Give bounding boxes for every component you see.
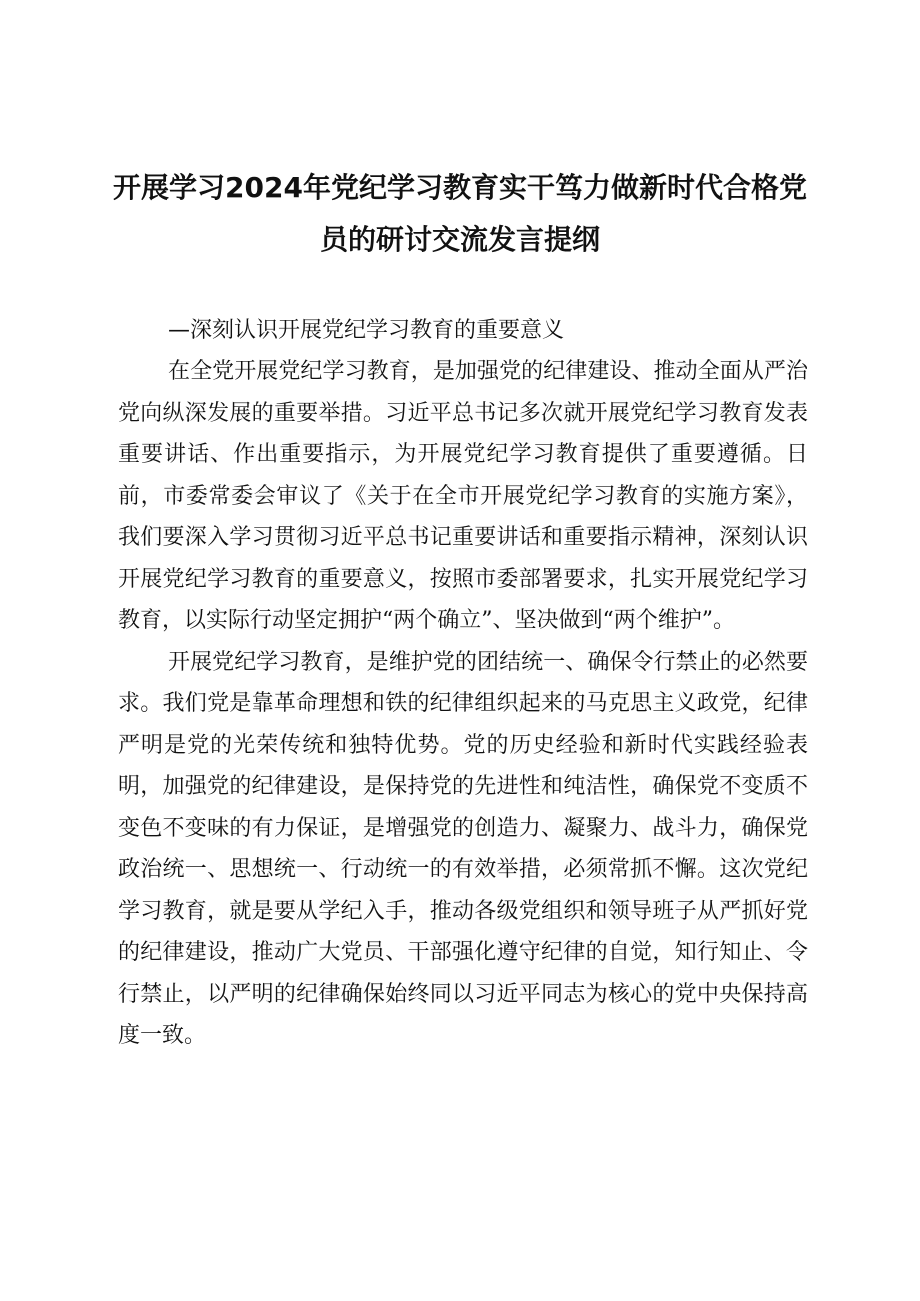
section-heading: —深刻认识开展党纪学习教育的重要意义: [168, 318, 565, 343]
document-title: 开展学习2024年党纪学习教育实干笃力做新时代合格党员的研讨交流发言提纲: [113, 171, 807, 256]
document-body: [118, 311, 808, 1057]
paragraph-1: 在全党开展党纪学习教育，是加强党的纪律建设、推动全面从严治党向纵深发展的重要举措。习近平总书记多次就开展党纪学习教育发表重要讲话、作出重要指示，为开展党纪学习教育提供了重要遵循。日前，市委常委会审议了《关于在全市开展党纪学习教育的实施方案》，我们要深入学习贯彻习近平总书记重要讲话和重要指示精神，深刻认识开展党纪学习教育的重要意义，按照市委部署要求，扎实开展党纪学习教育，以实际行动坚定拥护“两个确立”、坚决做到“两个维护”。: [118, 359, 808, 633]
paragraph-2: 开展党纪学习教育，是维护党的团结统一、确保令行禁止的必然要求。我们党是靠革命理想和铁的纪律组织起来的马克思主义政党，纪律严明是党的光荣传统和独特优势。党的历史经验和新时代实践经验表明，加强党的纪律建设，是保持党的先进性和纯洁性，确保党不变质不变色不变味的有力保证，是增强党的创造力、凝聚力、战斗力，确保党政治统一、思想统一、行动统一的有效举措，必须常抓不懈。这次党纪学习教育，就是要从学纪入手，推动各级党组织和领导班子从严抓好党的纪律建设，推动广大党员、干部强化遵守纪律的自觉，知行知止、令行禁止，以严明的纪律确保始终同以习近平同志为核心的党中央保持高度一致。: [118, 649, 808, 1048]
